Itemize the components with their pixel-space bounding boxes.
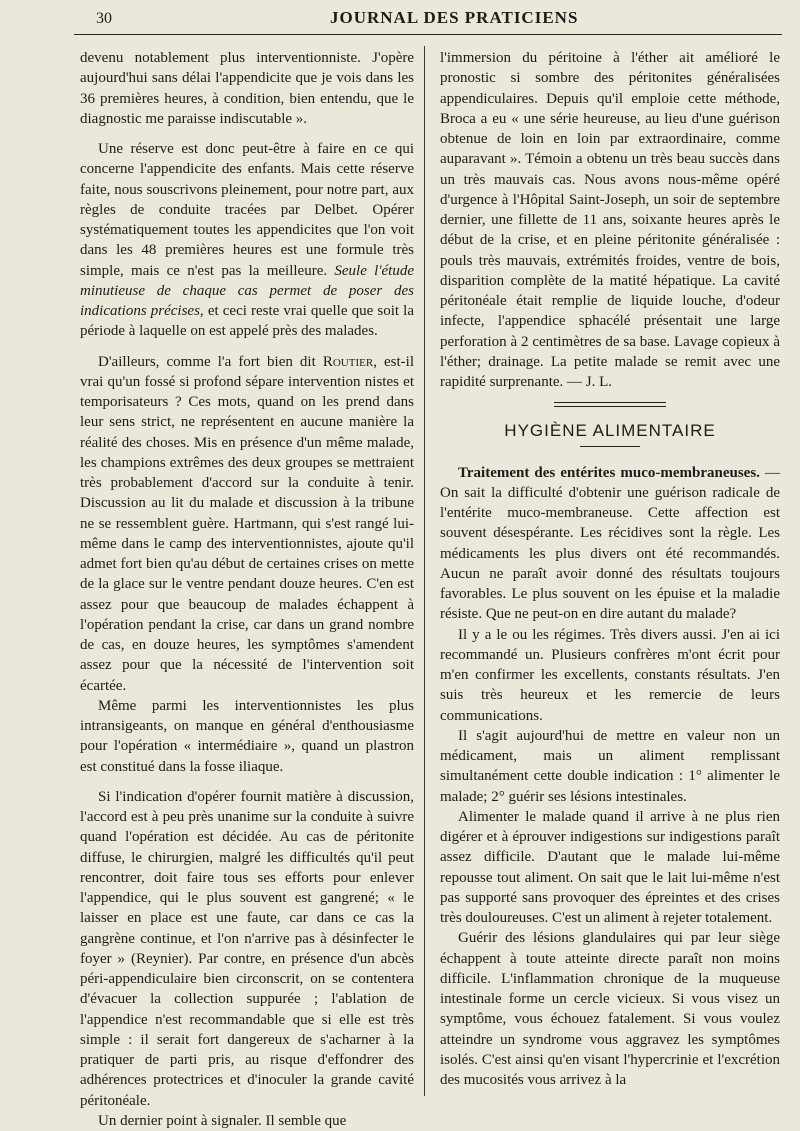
paragraph	[80, 352, 414, 696]
page-number: 30	[96, 10, 112, 27]
page-header	[0, 0, 800, 40]
paragraph: Alimenter le malade quand il arrive à ne plus rien digérer et à éprouver indigestions sur indigestions paraît assez difficile. D'autant que le malade lui-même repousse tout aliment. On sait que le lait lui-même n'est pas supporté sans provoquer des épreintes et des crises très douloureuses. C'est un aliment à rejeter totalement.	[440, 808, 780, 926]
paragraph	[440, 463, 780, 625]
italic-text: Seule l'étude minutieuse de chaque cas permet de poser des indications précises,	[80, 262, 415, 319]
text-run: et ceci reste vrai quelle que soit la période à laquelle on est appelé près des malades.	[80, 303, 414, 340]
text-run: , est-il vrai qu'un fossé si profond sépare intervention nistes et temporisateurs ? Ces mots, quand on les prend dans leur sens strict, ne représentent en aucune manière la réalité des choses. Mis en présence d'un même malade, les champions extrêmes des deux groupes se mettraient très probablement d'accord sur la conduite à tenir. Discussion au lit du malade et discussion à la tribune ne se ressemblent guère. Hartmann, qui s'est rangé lui-même dans le camp des interventionnistes, ajoute qu'il admet fort bien qu'au début de certaines crises on mette de la glace sur le ventre pendant douze heures. C'en est assez pour que beaucoup de malades échappent à l'opération pendant la crise, car dans un grand nombre de cas, en douze heures, les symptômes s'amendent assez pour que la nécessité de l'intervention soit écartée.	[80, 353, 415, 694]
author-name: Routier	[322, 353, 374, 370]
paragraph: devenu notablement plus interventionniste. J'opère aujourd'hui sans délai l'appendicite que je vois dans les 36 premières heures, à condition, bien entendu, que le diagnostic me paraisse indiscutable ».	[80, 50, 414, 127]
left-column	[80, 48, 414, 1131]
text-run: — On sait la difficulté d'obtenir une guérison radicale de l'entérite muco-membraneuse. Cette affection est souvent désespérante. Les récidives sont la règle. Les médicaments les plus divers ont été recommandés. Aucun ne paraît avoir donné des résultats toujours favorables. Le plus souvent on les épuise et la maladie résiste. Que ne peut-on en dire autant du malade?	[440, 464, 781, 623]
running-title: JOURNAL DES PRATICIENS	[330, 8, 579, 27]
column-divider	[424, 46, 425, 1096]
text-run: D'ailleurs, comme l'a fort bien dit	[98, 353, 316, 370]
section-separator	[554, 402, 666, 407]
header-rule	[74, 34, 782, 35]
section-title-underline	[580, 446, 640, 447]
paragraph: Il s'agit aujourd'hui de mettre en valeur non un médicament, mais un aliment remplissant simultanément cette double indication : 1° alimenter le malade; 2° guérir ses lésions intestinales.	[440, 727, 780, 805]
paragraph: Guérir des lésions glandulaires qui par leur siège échappent à toute atteinte directe paraît non moins difficile. L'inflammation chronique de la muqueuse intestinale forme un cercle vicieux. Si vous visez un symptôme, vous échouez fatalement. Si vous voulez atteindre un syndrome vous aggravez les symptômes isolés. C'est ainsi qu'en visant l'hypercrinie et l'excrétion des mucosités vous arrivez à la	[440, 930, 780, 1088]
article-title: Traitement des entérites muco-membraneuses.	[458, 464, 760, 481]
section-title: HYGIÈNE ALIMENTAIRE	[504, 421, 716, 441]
paragraph: Si l'indication d'opérer fournit matière à discussion, l'accord est à peu près unanime sur la conduite à suivre quand l'opération est décidée. Au cas de péritonite diffuse, le chirurgien, malgré les difficultés qu'il peut rencontrer, doit faire tous ses efforts pour enlever l'appendice, qui le plus souvent est gangrené; « le laisser en place est une faute, car dans ce cas la gangrène continue, et l'on n'arrive pas à désinfecter le foyer » (Reynier). Par contre, en présence d'un abcès péri-appendiculaire bien circonscrit, on se contentera d'évacuer la collection suppurée ; l'ablation de l'appendice n'est recommandable que si elle est très simple : il serait fort dangereux de s'acharner à la pratiquer de parti pris, au risque d'effondrer des adhérences protectrices et d'inoculer la grande cavité péritonéale.	[80, 788, 414, 1109]
paragraph: l'immersion du péritoine à l'éther ait amélioré le pronostic si sombre des péritonites généralisées appendiculaires. Depuis qu'il emploie cette méthode, Broca a eu « une série heureuse, au lieu d'une guérison obtenue de loin en loin par extraordinaire, comme auparavant ». Témoin a obtenu un très beau succès dans un très mauvais cas. Nous avons nous-même opéré d'urgence à l'Hôpital Saint-Joseph, un soir de septembre dernier, une fillette de 11 ans, soixante heures après le début de la crise, et en pleine péritonite généralisée : pouls très mauvais, extrémités froides, ventre de bois, disparition complète de la matité hépatique. La cavité péritonéale était remplie de liquide louche, d'odeur infecte, l'appendice sphacélé présentait une large perforation à 2 centimètres de sa base. Lavage copieux à l'éther; drainage. La petite malade se remit avec une rapidité surprenante. — J. L.	[440, 50, 780, 390]
paragraph: Un dernier point à signaler. Il semble que	[98, 1112, 347, 1129]
paragraph: Même parmi les interventionnistes les plus intransigeants, on manque en général d'enthousiasme pour l'opération « intermédiaire », quand un plastron est constitué dans la fosse iliaque.	[80, 697, 414, 775]
right-column	[440, 48, 780, 1090]
paragraph: Il y a le ou les régimes. Très divers aussi. J'en ai ici recommandé un. Plusieurs confrères m'ont écrit pour m'en confirmer les excellents, constants résultats. J'en suis très heureux et les remercie de leurs communications.	[440, 626, 780, 724]
paragraph	[80, 139, 414, 342]
text-run: Une réserve est donc peut-être à faire en ce qui concerne l'appendicite des enfants. Mais cette réserve faite, nous souscrivons pleinement, pour notre part, aux règles de conduite tracées par Delbet. Opérer systématiquement toutes les appendicites que l'on voit dans les 48 premières heures est une formule très simple, mais ce n'est pas la meilleure.	[80, 141, 414, 279]
